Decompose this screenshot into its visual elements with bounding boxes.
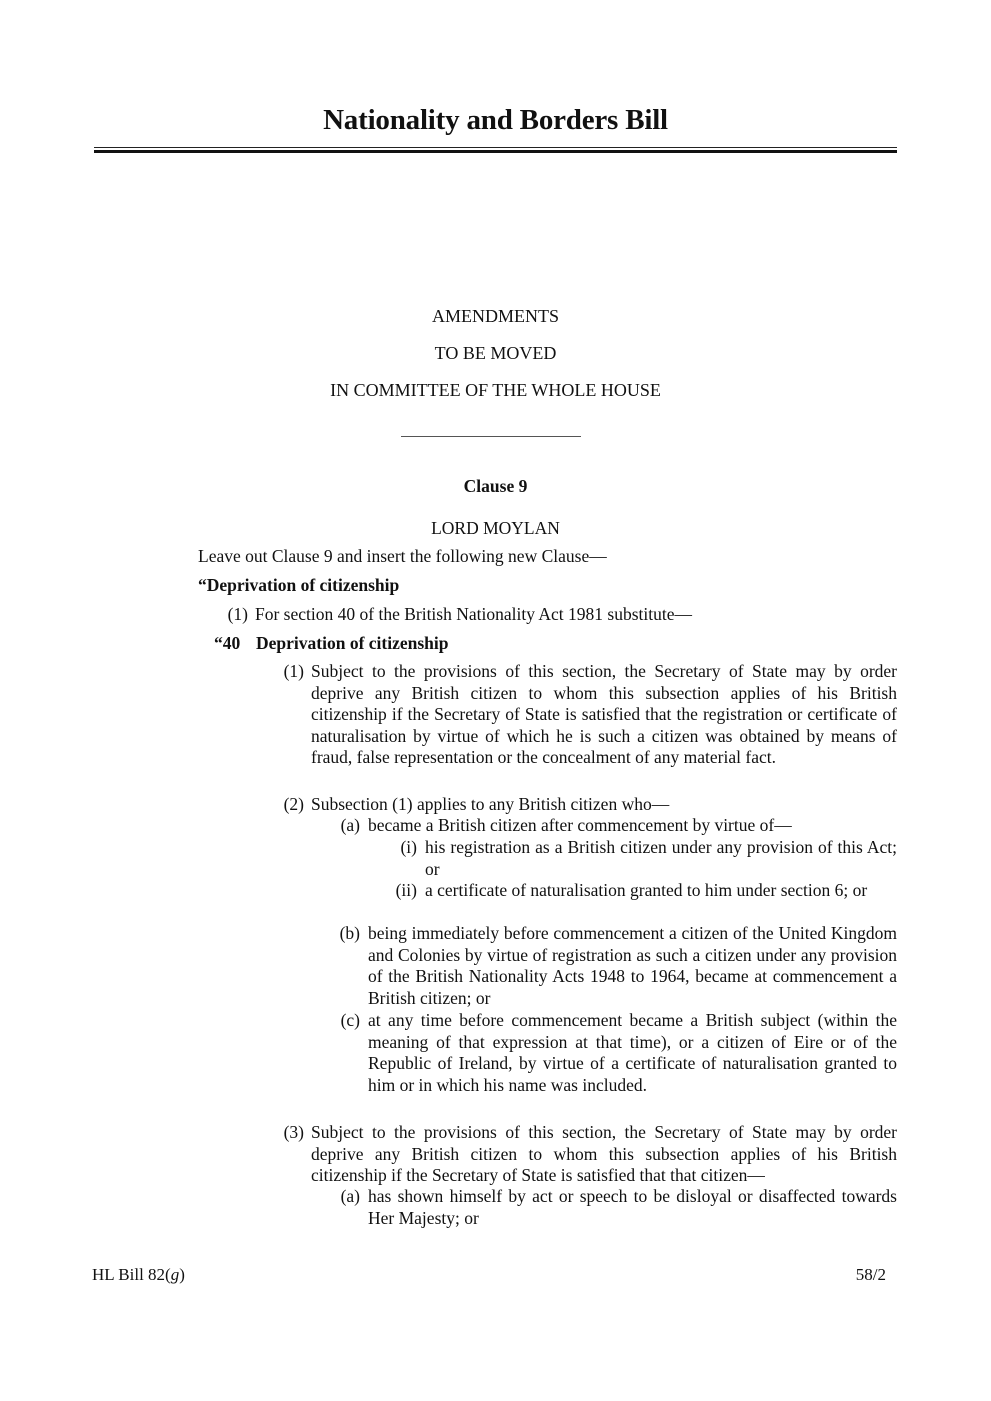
item-text: has shown himself by act or speech to be disloyal or disaffected towards Her Majesty; or bbox=[368, 1186, 897, 1228]
subitem-number: (ii) bbox=[395, 880, 417, 900]
paragraph-number: (1) bbox=[283, 661, 304, 681]
item-number: (c) bbox=[340, 1010, 360, 1030]
paragraph-number: (2) bbox=[283, 794, 304, 814]
subsection-text: For section 40 of the British Nationality Act 1981 substitute— bbox=[255, 604, 692, 624]
paragraph-text: Subsection (1) applies to any British citizen who— bbox=[311, 794, 670, 814]
paragraph-text: Subject to the provisions of this section, the Secretary of State may by order deprive any British citizen to whom this subsection applies of his British citizenship if the Secretary of State is satisfied that that citizen— bbox=[311, 1122, 897, 1186]
subsection-number: (1) bbox=[227, 604, 248, 624]
section-number: “40 bbox=[214, 633, 241, 653]
paragraph-number: (3) bbox=[283, 1122, 304, 1142]
new-clause-heading: “Deprivation of citizenship bbox=[198, 575, 400, 595]
heading-divider bbox=[401, 436, 581, 437]
subitem-text: his registration as a British citizen under any provision of this Act; or bbox=[425, 837, 897, 879]
bill-title: Nationality and Borders Bill bbox=[323, 104, 668, 136]
item-text: at any time before commencement became a British subject (within the meaning of that expression at that time), or a citizen of Eire or of the Republic of Ireland, by virtue of a certificate of naturalisation granted to him or in which his name was included. bbox=[368, 1010, 897, 1095]
clause-title: Clause 9 bbox=[463, 476, 528, 496]
heading-to-be-moved: TO BE MOVED bbox=[434, 343, 557, 363]
amendment-mover: LORD MOYLAN bbox=[431, 518, 560, 538]
title-rule-thin bbox=[94, 147, 897, 148]
item-text: being immediately before commencement a citizen of the United Kingdom and Colonies by virtue of registration as such a citizen under any provision of the British Nationality Acts 1948 to 1964, became at commencement a British citizen; or bbox=[368, 923, 897, 1008]
heading-committee: IN COMMITTEE OF THE WHOLE HOUSE bbox=[330, 380, 661, 400]
section-heading: Deprivation of citizenship bbox=[256, 633, 449, 653]
item-text: became a British citizen after commencement by virtue of— bbox=[368, 815, 792, 835]
item-number: (a) bbox=[340, 815, 360, 835]
item-number: (a) bbox=[340, 1186, 360, 1206]
amendment-instruction: Leave out Clause 9 and insert the following new Clause— bbox=[198, 546, 607, 566]
bill-reference: HL Bill 82(g) bbox=[92, 1265, 185, 1284]
paragraph-text: Subject to the provisions of this section, the Secretary of State may by order deprive any British citizen to whom this subsection applies of his British citizenship if the Secretary of State is satisfied that the registration or certificate of naturalisation by virtue of which he is such a citizen was obtained by means of fraud, false representation or the concealment of any material fact. bbox=[311, 661, 897, 768]
item-number: (b) bbox=[339, 923, 360, 943]
page-reference: 58/2 bbox=[855, 1265, 886, 1284]
subitem-text: a certificate of naturalisation granted to him under section 6; or bbox=[425, 880, 868, 900]
title-rule-thick bbox=[94, 150, 897, 153]
heading-amendments: AMENDMENTS bbox=[431, 306, 559, 326]
subitem-number: (i) bbox=[400, 837, 417, 857]
